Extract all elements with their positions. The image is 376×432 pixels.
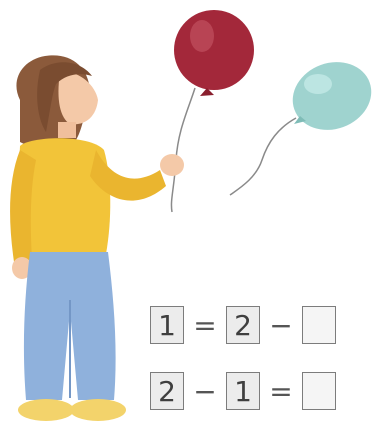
teal-balloon	[283, 51, 376, 140]
equation-row-2	[150, 372, 336, 410]
number-box: 1	[150, 306, 184, 344]
red-balloon-string	[171, 88, 195, 212]
equation-row-1	[150, 306, 336, 344]
equals-sign: =	[193, 308, 217, 342]
answer-box[interactable]	[302, 372, 336, 410]
minus-sign: −	[269, 308, 293, 342]
number-box: 2	[226, 306, 260, 344]
girl-figure	[10, 55, 184, 421]
minus-sign: −	[193, 374, 217, 408]
answer-box[interactable]	[302, 306, 336, 344]
number-box: 1	[226, 372, 260, 410]
red-balloon	[174, 10, 254, 96]
teal-balloon-string	[230, 118, 296, 195]
equals-sign: =	[269, 374, 293, 408]
number-box: 2	[150, 372, 184, 410]
